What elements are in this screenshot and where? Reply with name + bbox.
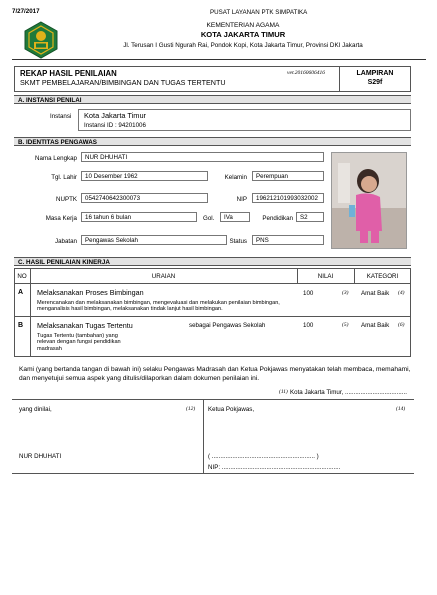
sign-left-ref: (12) — [186, 406, 196, 412]
tgl-value: 10 Desember 1962 — [85, 173, 138, 180]
nama-value: NUR DHUHATI — [85, 154, 128, 161]
masa-value: 16 tahun 6 bulan — [85, 214, 132, 221]
place-date-ref: (11) — [279, 389, 288, 395]
print-date: 7/27/2017 — [12, 8, 40, 15]
row-b-kategori: Amat Baik — [361, 322, 390, 329]
kelamin-value: Perempuan — [256, 173, 288, 180]
sign-right-name: ( ............................................................ ) — [208, 453, 319, 460]
kelamin-label: Kelamin — [224, 174, 247, 181]
row-b-nilai-ref: (5) — [342, 322, 349, 328]
nuptk-label: NUPTK — [56, 196, 77, 203]
col-kategori: KATEGORI — [366, 273, 399, 280]
row-a-title: Melaksanakan Proses Bimbingan — [37, 288, 144, 297]
row-a-desc: Merencanakan dan melaksanakan bimbingan, mengevaluasi dan melakukan penilaian bimbingan, menganalisis hasil bimbingan, melaksanakan tindak lanjut hasil bimbingan. — [37, 300, 280, 313]
row-b-no: B — [18, 322, 24, 329]
row-b-nilai: 100 — [303, 322, 314, 329]
office-name: KOTA JAKARTA TIMUR — [200, 29, 286, 39]
source-label: PUSAT LAYANAN PTK SIMPATIKA — [210, 9, 308, 16]
status-value: PNS — [256, 237, 269, 244]
row-b-desc: Tugas Tertentu (tambahan) yang relevan dengan fungsi pendidikan madrasah — [37, 333, 121, 352]
row-b-title: Melaksanakan Tugas Tertentu — [37, 321, 133, 330]
status-label: Status — [229, 238, 247, 245]
version-text: ver.20160606416 — [287, 70, 326, 76]
pendidikan-label: Pendidikan — [262, 215, 293, 222]
section-c-heading: C. HASIL PENILAIAN KINERJA — [14, 257, 411, 266]
place-date: Kota Jakarta Timur, .................................... — [290, 389, 407, 396]
lampiran-code: S29f — [367, 79, 383, 86]
col-uraian: URAIAN — [151, 273, 176, 280]
sign-right-nip: NIP: ..................................................................... — [208, 464, 341, 471]
gol-label: Gol. — [203, 215, 215, 222]
section-b-heading: B. IDENTITAS PENGAWAS — [14, 137, 411, 146]
col-no: NO — [17, 273, 27, 280]
section-a-heading: A. INSTANSI PENILAI — [14, 95, 411, 104]
report-subtitle: SKMT PEMBELAJARAN/BIMBINGAN DAN TUGAS TERTENTU — [20, 78, 226, 87]
row-a-no: A — [18, 289, 24, 296]
ministry-name: KEMENTERIAN AGAMA — [206, 22, 280, 29]
pendidikan-value: S2 — [300, 214, 308, 221]
tgl-label: Tgl. Lahir — [51, 174, 77, 181]
jabatan-value: Pengawas Sekolah — [85, 237, 138, 244]
report-title: REKAP HASIL PENILAIAN — [20, 69, 117, 78]
row-a-nilai-ref: (3) — [342, 290, 349, 296]
gol-value: IVa — [224, 214, 233, 221]
sign-left-label: yang dinilai, — [19, 406, 52, 413]
office-address: Jl. Terusan I Gusti Ngurah Rai, Pondok Kopi, Kota Jakarta Timur, Provinsi DKI Jakarta — [123, 42, 363, 50]
statement-text: Kami (yang bertanda tangan di bawah ini) selaku Pengawas Madrasah dan Ketua Pokjawas menyatakan telah membaca, memahami, dan menyetujui semua aspek yang ditulis/dilaporkan dalam dokumen penilaian ini. — [19, 366, 411, 382]
row-b-kategori-ref: (6) — [398, 322, 405, 328]
row-b-extra: sebagai Pengawas Sekolah — [189, 322, 266, 329]
instansi-label: Instansi — [50, 113, 72, 120]
row-a-kategori: Amat Baik — [361, 290, 390, 297]
sign-right-ref: (14) — [396, 406, 406, 412]
col-nilai: NILAI — [317, 273, 334, 280]
nip-label: NIP — [236, 196, 247, 203]
nama-label: Nama Lengkap — [35, 155, 77, 162]
masa-label: Masa Kerja — [45, 215, 77, 222]
row-a-nilai: 100 — [303, 290, 314, 297]
sign-right-label: Ketua Pokjawas, — [208, 406, 255, 413]
row-a-kategori-ref: (4) — [398, 290, 405, 296]
instansi-id: Instansi ID : 94201006 — [84, 122, 146, 129]
instansi-name: Kota Jakarta Timur — [84, 111, 147, 120]
person-photo — [331, 152, 407, 249]
lampiran-label: LAMPIRAN — [356, 70, 394, 77]
sign-left-name: NUR DHUHATI — [19, 453, 62, 460]
kemenag-emblem-icon — [22, 21, 60, 59]
jabatan-label: Jabatan — [54, 238, 77, 245]
nip-value: 196212101993032002 — [256, 195, 318, 202]
nuptk-value: 0542740642300073 — [85, 195, 141, 202]
